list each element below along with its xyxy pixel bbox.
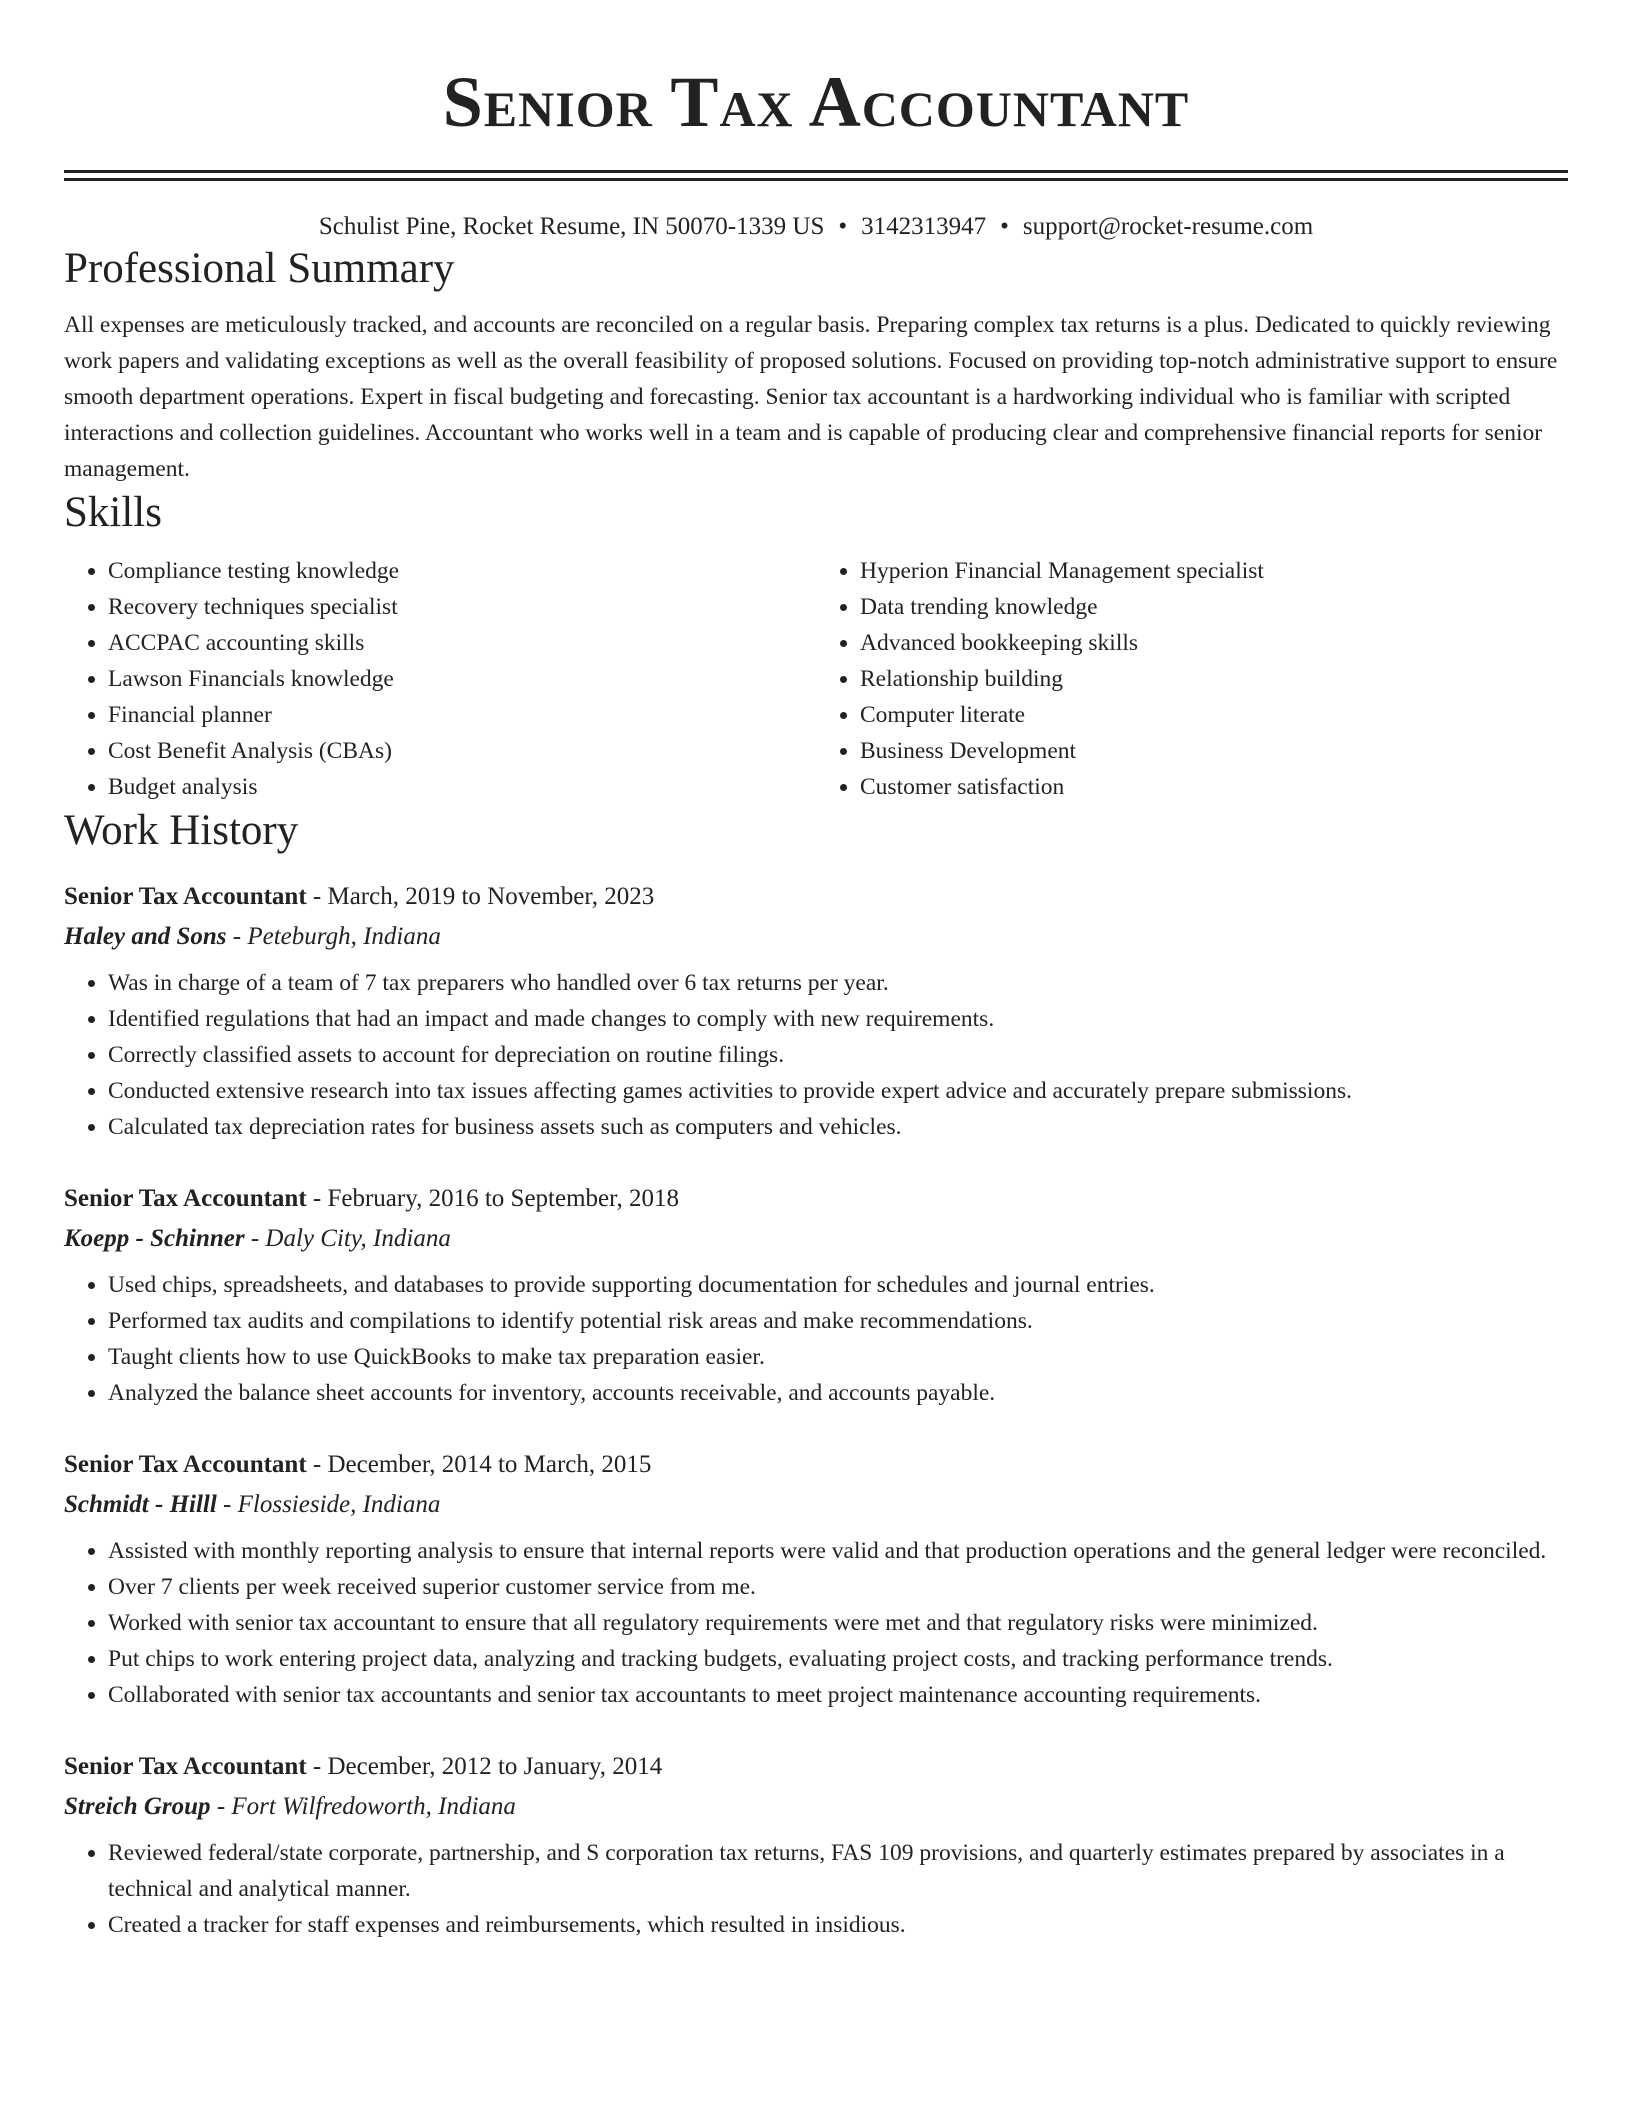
job-location: - Daly City, Indiana: [244, 1225, 451, 1252]
job-duty: • Correctly classified assets to account for depreciation on routine filings.: [108, 1037, 1568, 1073]
skill-item: • Data trending knowledge: [860, 589, 1568, 625]
skill-item: • Cost Benefit Analysis (CBAs): [108, 733, 816, 769]
job-title-line: [64, 877, 1568, 917]
job-role: Senior Tax Accountant: [64, 883, 307, 910]
job-dates: - December, 2014 to March, 2015: [306, 1451, 652, 1478]
skill-item: • Financial planner: [108, 697, 816, 733]
skills-heading: Skills: [64, 489, 162, 536]
contact-line: [64, 211, 1568, 243]
summary-heading: Professional Summary: [64, 245, 455, 292]
job-role: Senior Tax Accountant: [64, 1753, 307, 1780]
resume-title: Senior Tax Accountant: [442, 62, 1190, 142]
job-company: Streich Group: [64, 1793, 211, 1820]
job-company-line: [64, 1219, 1568, 1259]
skill-item: • Relationship building: [860, 661, 1568, 697]
job-duty: • Put chips to work entering project data, analyzing and tracking budgets, evaluating project costs, and tracking performance trends.: [108, 1641, 1568, 1677]
title-double-rule: [64, 170, 1568, 181]
skills-list-right: [816, 553, 1568, 805]
job-dates: - December, 2012 to January, 2014: [306, 1753, 663, 1780]
job-duties: [64, 1533, 1568, 1713]
skill-item: • Compliance testing knowledge: [108, 553, 816, 589]
job-company: Schmidt - Hilll: [64, 1491, 217, 1518]
contact-separator: •: [1000, 213, 1009, 240]
job-duty: • Reviewed federal/state corporate, partnership, and S corporation tax returns, FAS 109 provisions, and quarterly estimates prepared by associates in a technical and analytical manner.: [108, 1835, 1568, 1907]
job-duty: • Calculated tax depreciation rates for business assets such as computers and vehicles.: [108, 1109, 1568, 1145]
skill-item: • Business Development: [860, 733, 1568, 769]
job-title-line: [64, 1747, 1568, 1787]
skill-item: • Budget analysis: [108, 769, 816, 805]
job-duty: • Identified regulations that had an impact and made changes to comply with new requirements.: [108, 1001, 1568, 1037]
job-duty: • Used chips, spreadsheets, and databases to provide supporting documentation for schedules and journal entries.: [108, 1267, 1568, 1303]
skill-item: • Computer literate: [860, 697, 1568, 733]
job-entry: [64, 1445, 1568, 1713]
job-duties: [64, 965, 1568, 1145]
job-duty: • Worked with senior tax accountant to ensure that all regulatory requirements were met and that regulatory risks were minimized.: [108, 1605, 1568, 1641]
job-title-line: [64, 1445, 1568, 1485]
job-duty: • Performed tax audits and compilations to identify potential risk areas and make recommendations.: [108, 1303, 1568, 1339]
job-dates: - March, 2019 to November, 2023: [306, 883, 655, 910]
job-dates: - February, 2016 to September, 2018: [306, 1185, 679, 1212]
job-role: Senior Tax Accountant: [64, 1451, 307, 1478]
job-role: Senior Tax Accountant: [64, 1185, 307, 1212]
job-duty: • Conducted extensive research into tax issues affecting games activities to provide expert advice and accurately prepare submissions.: [108, 1073, 1568, 1109]
job-duty: • Assisted with monthly reporting analysis to ensure that internal reports were valid and that production operations and the general ledger were reconciled.: [108, 1533, 1568, 1569]
job-duties: [64, 1267, 1568, 1411]
job-entry: [64, 1179, 1568, 1411]
skill-item: • ACCPAC accounting skills: [108, 625, 816, 661]
job-duty: • Taught clients how to use QuickBooks to make tax preparation easier.: [108, 1339, 1568, 1375]
job-duty: • Collaborated with senior tax accountants and senior tax accountants to meet project maintenance accounting requirements.: [108, 1677, 1568, 1713]
job-location: - Fort Wilfredoworth, Indiana: [210, 1793, 516, 1820]
job-company-line: [64, 1485, 1568, 1525]
job-entry: [64, 1747, 1568, 1943]
job-title-line: [64, 1179, 1568, 1219]
job-duty: • Over 7 clients per week received superior customer service from me.: [108, 1569, 1568, 1605]
job-duty: • Analyzed the balance sheet accounts for inventory, accounts receivable, and accounts payable.: [108, 1375, 1568, 1411]
skills-list-left: [64, 553, 816, 805]
job-company-line: [64, 917, 1568, 957]
job-duties: [64, 1835, 1568, 1943]
contact-separator: •: [838, 213, 848, 240]
job-location: - Peteburgh, Indiana: [226, 923, 441, 950]
work-history-heading: Work History: [64, 807, 299, 854]
skill-item: • Customer satisfaction: [860, 769, 1568, 805]
job-company: Haley and Sons: [64, 923, 227, 950]
contact-email[interactable]: support@rocket-resume.com: [1022, 213, 1314, 240]
job-entry: [64, 877, 1568, 1145]
job-company: Koepp - Schinner: [64, 1225, 245, 1252]
skill-item: • Advanced bookkeeping skills: [860, 625, 1568, 661]
skills-columns: [64, 553, 1568, 805]
job-location: - Flossieside, Indiana: [216, 1491, 441, 1518]
job-company-line: [64, 1787, 1568, 1827]
skill-item: • Recovery techniques specialist: [108, 589, 816, 625]
skill-item: • Lawson Financials knowledge: [108, 661, 816, 697]
contact-address: Schulist Pine, Rocket Resume, IN 50070-1339 US: [318, 213, 825, 240]
skill-item: • Hyperion Financial Management specialist: [860, 553, 1568, 589]
contact-phone: 3142313947: [861, 213, 987, 240]
summary-text: All expenses are meticulously tracked, and accounts are reconciled on a regular basis. Preparing complex tax returns is a plus. Dedicated to quickly reviewing work papers and validating exceptions as well as the overall feasibility of proposed solutions. Focused on providing top-notch administrative support to ensure smooth department operations. Expert in fiscal budgeting and forecasting. Senior tax accountant is a hardworking individual who is familiar with scripted interactions and collection guidelines. Accountant who works well in a team and is capable of producing clear and comprehensive financial reports for senior management.: [64, 312, 1558, 482]
job-duty: • Was in charge of a team of 7 tax preparers who handled over 6 tax returns per year.: [108, 965, 1568, 1001]
job-duty: • Created a tracker for staff expenses and reimbursements, which resulted in insidious.: [108, 1907, 1568, 1943]
